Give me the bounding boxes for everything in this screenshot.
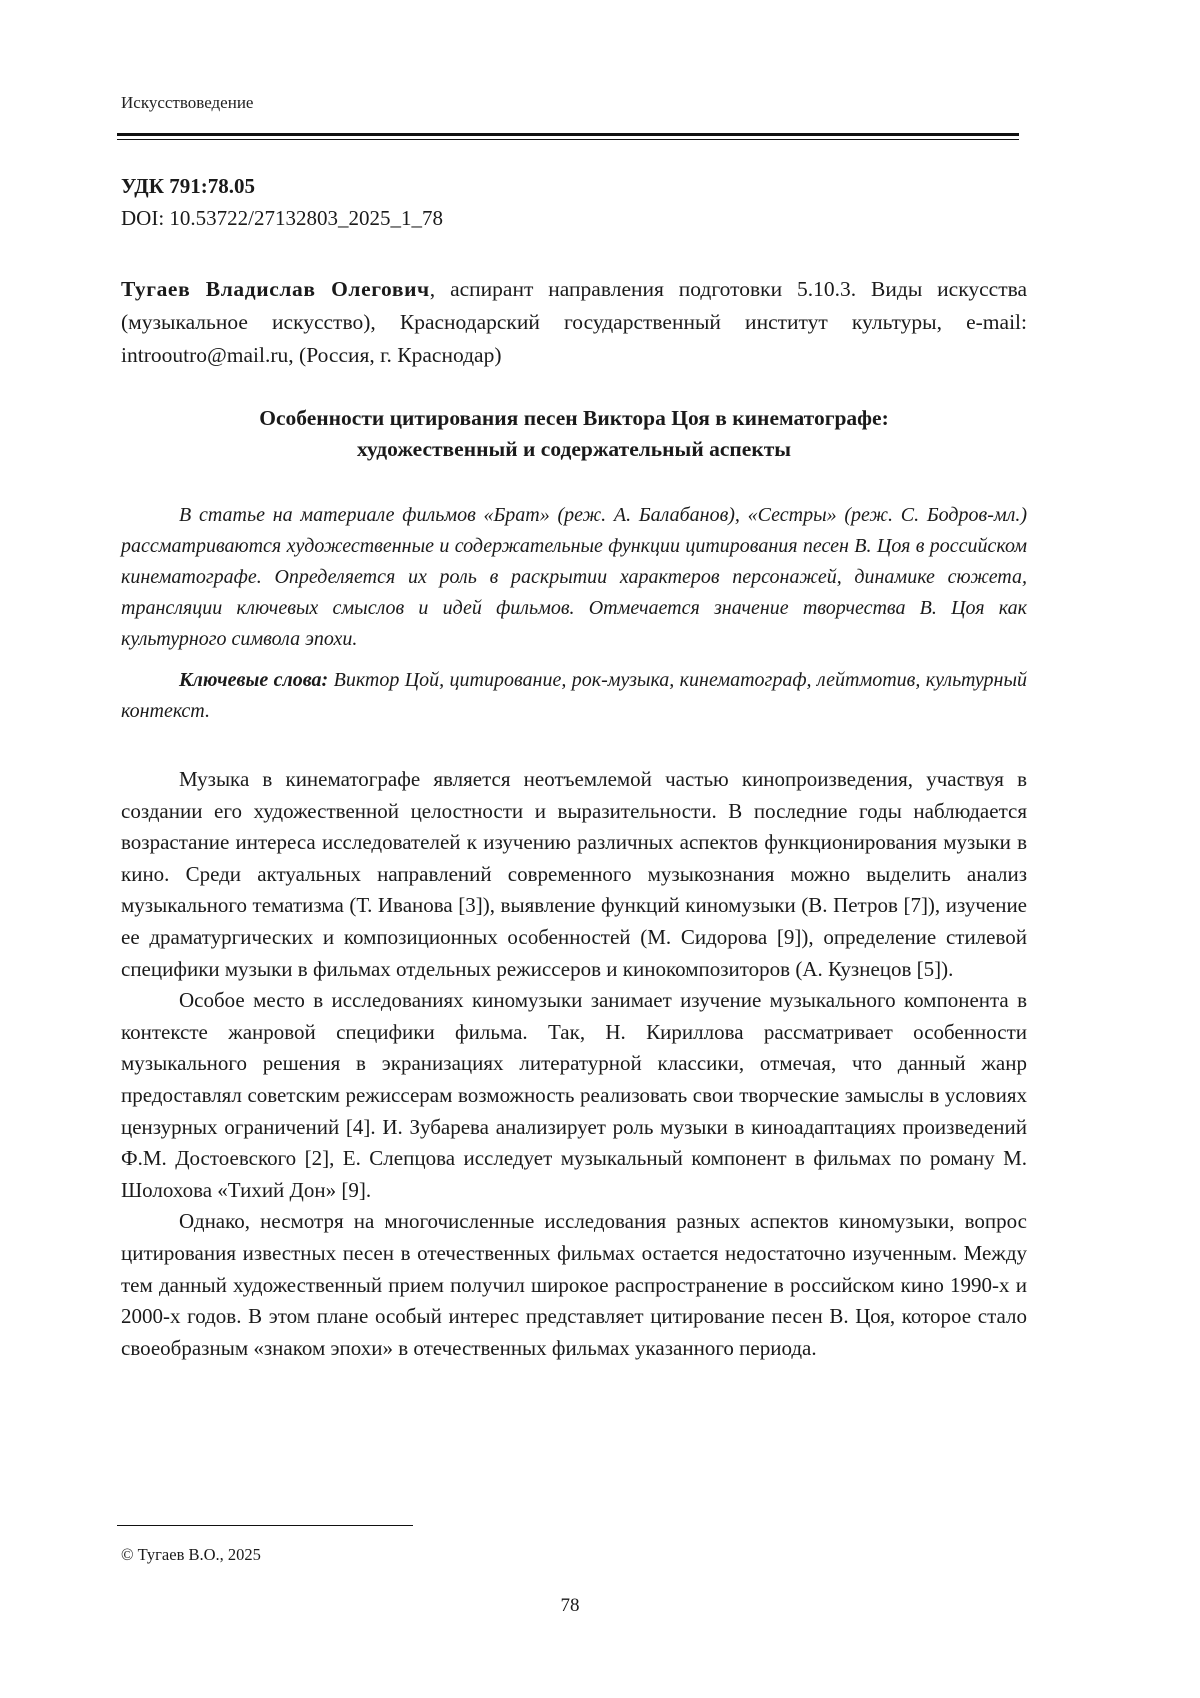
running-head: Искусствоведение — [121, 93, 254, 112]
body-paragraph-2: Особое место в исследованиях киномузыки занимает изучение музыкального компонента в контексте жанровой специфики фильма. Так, Н. Кириллова рассматривает особенности музыкального решения в экранизациях литературной классики, отмечая, что данный жанр предоставлял советским режиссерам возможность реализовать свои творческие замыслы в условиях цензурных ограничений [4]. И. Зубарева анализирует роль музыки в киноадаптациях произведений Ф.М. Достоевского [2], Е. Слепцова исследует музыкальный компонент в фильмах по роману М. Шолохова «Тихий Дон» [9]. — [121, 988, 1027, 1202]
body-paragraph-1: Музыка в кинематографе является неотъемлемой частью кинопроизведения, участвуя в создании его художественной целостности и выразительности. В последние годы наблюдается возрастание интереса исследователей к изучению различных аспектов функционирования музыки в кино. Среди актуальных направлений современного музыкознания можно выделить анализ музыкального тематизма (Т. Иванова [3]), выявление функций киномузыки (В. Петров [7]), изучение ее драматургических и композиционных особенностей (М. Сидорова [9]), определение стилевой специфики музыки в фильмах отдельных режиссеров и кинокомпозиторов (А. Кузнецов [5]). — [121, 767, 1027, 981]
keywords — [121, 665, 1027, 727]
author-info — [121, 273, 1027, 372]
abstract: В статье на материале фильмов «Брат» (реж. А. Балабанов), «Сестры» (реж. С. Бодров-мл.) рассматриваются художественные и содержательные функции цитирования песен В. Цоя в российском кинематографе. Определяется их роль в раскрытии характеров персонажей, динамике сюжета, трансляции ключевых смыслов и идей фильмов. Отмечается значение творчества В. Цоя как культурного символа эпохи. — [121, 504, 1027, 650]
keywords-label: Ключевые слова: — [179, 669, 329, 691]
article-body — [121, 764, 1027, 1364]
doi-identifier: DOI: 10.53722/27132803_2025_1_78 — [121, 206, 443, 230]
udk-code: УДК 791:78.05 — [121, 174, 255, 198]
header-rule-thin — [117, 139, 1019, 140]
page-number: 78 — [560, 1595, 580, 1616]
footnote-rule — [117, 1525, 413, 1526]
copyright-footnote: © Тугаев В.О., 2025 — [121, 1545, 261, 1564]
body-paragraph-3: Однако, несмотря на многочисленные исследования разных аспектов киномузыки, вопрос цитирования известных песен в отечественных фильмах остается недостаточно изученным. Между тем данный художественный прием получил широкое распространение в российском кино 1990-х и 2000-х годов. В этом плане особый интерес представляет цитирование песен В. Цоя, которое стало своеобразным «знаком эпохи» в отечественных фильмах указанного периода. — [121, 1209, 1027, 1360]
author-name: Тугаев Владислав Олегович — [121, 277, 430, 301]
article-title — [121, 403, 1027, 465]
author-details: , аспирант направления подготовки 5.10.3. Виды искусства (музыкальное искусство), Краснодарский государственный институт культуры, e-mail: introoutro@mail.ru, (Россия, г. Краснодар) — [121, 277, 1028, 367]
title-line-1: Особенности цитирования песен Виктора Цоя в кинематографе: — [259, 406, 889, 430]
title-line-2: художественный и содержательный аспекты — [356, 437, 792, 461]
header-rule-thick — [117, 133, 1019, 136]
keywords-list: Виктор Цой, цитирование, рок-музыка, кинематограф, лейтмотив, культурный контекст. — [121, 669, 1028, 722]
